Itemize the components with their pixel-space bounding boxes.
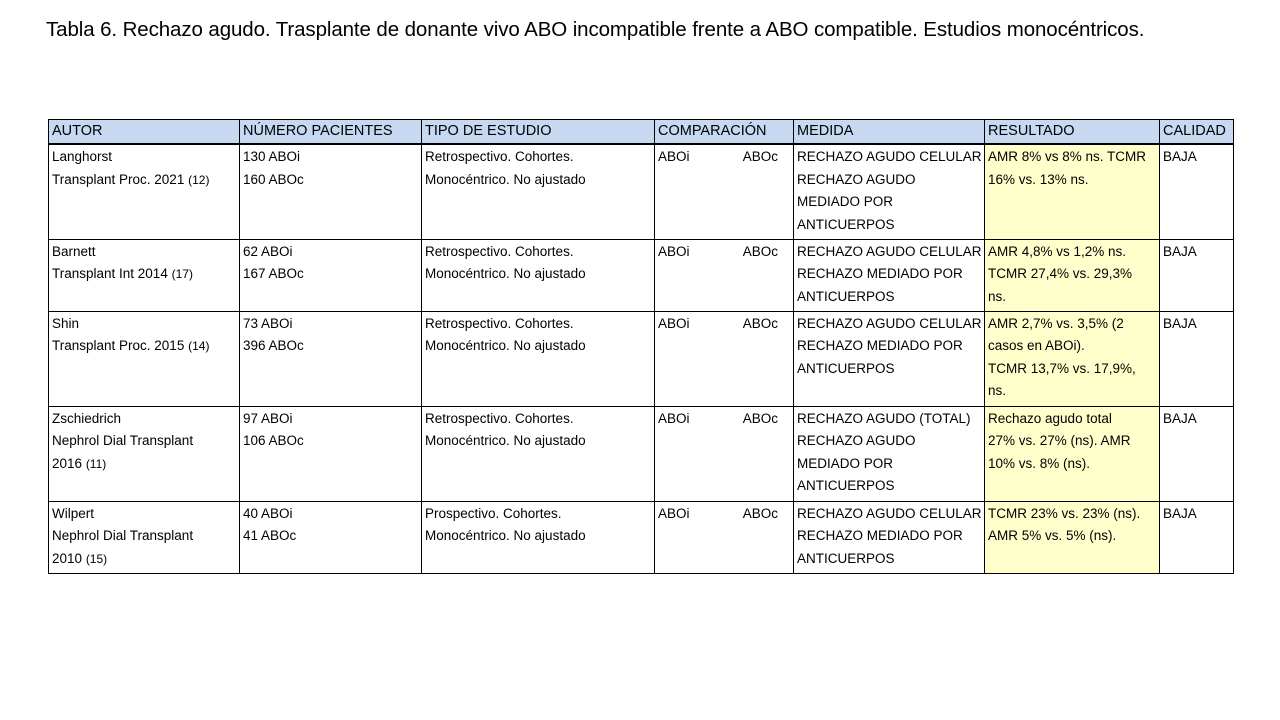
result-line: TCMR 13,7% vs. 17,9%, [988,360,1136,376]
result-line: Rechazo agudo total [988,410,1112,426]
measure-cell [794,144,985,239]
header-study-type: TIPO DE ESTUDIO [422,120,655,145]
journal-line [52,169,236,192]
comparison-aboc: ABOc [742,315,778,331]
quality-cell [1160,311,1234,406]
patients-aboc: 160 ABOc [243,171,304,187]
header-quality: CALIDAD [1160,120,1234,145]
study-type-cell [422,501,655,573]
measure-line: MEDIADO POR [797,194,894,209]
journal-year-line [52,453,236,476]
patients-aboi: 130 ABOi [243,149,301,164]
measure-line: RECHAZO MEDIADO POR [797,338,963,353]
result-line: AMR 2,7% vs. 3,5% (2 [988,315,1124,331]
table-row [49,406,1234,501]
measure-line: MEDIADO POR [797,455,894,471]
header-patients: NÚMERO PACIENTES [240,120,422,145]
study-type-line-2: Monocéntrico. No ajustado [425,528,586,543]
author-cell [49,501,240,573]
study-type-line-1: Retrospectivo. Cohortes. [425,149,574,164]
patients-cell [240,239,422,311]
header-measure: MEDIDA [794,120,985,145]
author-cell [49,406,240,501]
result-cell [985,144,1160,239]
comparison-aboc: ABOc [742,243,778,259]
journal-line [52,335,236,358]
result-line: 27% vs. 27% (ns). AMR [988,433,1131,448]
patients-aboc: 396 ABOc [243,338,304,353]
result-line: 16% vs. 13% ns. [988,171,1089,187]
measure-line: RECHAZO AGUDO CELULAR [797,149,982,164]
study-type-cell [422,239,655,311]
study-type-line-1: Retrospectivo. Cohortes. [425,243,574,259]
measure-line: ANTICUERPOS [797,360,895,376]
table-row [49,144,1234,239]
result-line: TCMR 23% vs. 23% (ns). [988,505,1141,521]
measure-line: RECHAZO MEDIADO POR [797,528,963,543]
comparison-aboi: ABOi [658,243,690,259]
comparison-aboi: ABOi [658,149,690,164]
journal-name: Transplant Proc. 2015 [52,338,185,353]
measure-line: ANTICUERPOS [797,288,895,304]
study-type-line-1: Retrospectivo. Cohortes. [425,410,574,426]
patients-aboi: 97 ABOi [243,410,293,426]
quality-value: BAJA [1163,410,1197,426]
measure-line: ANTICUERPOS [797,216,895,232]
result-line: 10% vs. 8% (ns). [988,455,1091,471]
quality-cell [1160,144,1234,239]
measure-line: RECHAZO MEDIADO POR [797,266,963,281]
results-table [48,119,1234,574]
study-type-line-2: Monocéntrico. No ajustado [425,171,586,187]
author-name: Shin [52,315,80,331]
header-author: AUTOR [49,120,240,145]
comparison-pair [658,241,790,264]
comparison-pair [658,503,790,526]
author-cell [49,239,240,311]
author-name: Barnett [52,243,96,259]
study-type-line-2: Monocéntrico. No ajustado [425,266,586,281]
study-type-cell [422,144,655,239]
header-result: RESULTADO [985,120,1160,145]
reference-number: (11) [85,456,107,471]
measure-line: RECHAZO AGUDO [797,171,916,187]
comparison-aboc: ABOc [742,149,778,164]
author-cell [49,144,240,239]
header-row [49,120,1234,145]
measure-line: RECHAZO AGUDO CELULAR [797,243,982,259]
result-line: TCMR 27,4% vs. 29,3% [988,266,1133,281]
quality-cell [1160,239,1234,311]
study-type-line-2: Monocéntrico. No ajustado [425,338,586,353]
patients-aboc: 41 ABOc [243,528,297,543]
journal-name: Nephrol Dial Transplant [52,528,194,543]
study-type-cell [422,406,655,501]
journal-year: 2010 [52,550,83,566]
comparison-cell [655,406,794,501]
author-name: Zschiedrich [52,410,122,426]
patients-cell [240,406,422,501]
comparison-aboc: ABOc [742,410,778,426]
measure-line: RECHAZO AGUDO (TOTAL) [797,410,971,426]
study-type-line-1: Prospectivo. Cohortes. [425,505,562,521]
patients-aboc: 106 ABOc [243,433,304,448]
measure-line: ANTICUERPOS [797,550,895,566]
result-line: casos en ABOi). [988,338,1085,353]
comparison-pair [658,313,790,336]
journal-line [52,430,236,453]
study-type-line-2: Monocéntrico. No ajustado [425,433,586,448]
quality-value: BAJA [1163,315,1197,331]
measure-cell [794,501,985,573]
patients-cell [240,311,422,406]
reference-number: (12) [188,172,210,187]
comparison-aboc: ABOc [742,505,778,521]
patients-cell [240,144,422,239]
comparison-aboi: ABOi [658,315,690,331]
result-cell [985,239,1160,311]
quality-cell [1160,501,1234,573]
reference-number: (17) [171,267,193,281]
result-cell [985,501,1160,573]
patients-aboi: 73 ABOi [243,315,293,331]
result-line: ns. [988,288,1007,304]
comparison-aboi: ABOi [658,505,690,521]
journal-line [52,525,236,548]
comparison-pair [658,146,790,169]
header-comparison: COMPARACIÓN [655,120,794,145]
journal-year-line [52,548,236,571]
journal-name: Nephrol Dial Transplant [52,433,194,448]
study-type-line-1: Retrospectivo. Cohortes. [425,315,574,331]
page-title: Tabla 6. Rechazo agudo. Trasplante de donante vivo ABO incompatible frente a ABO compatible. Estudios monocéntricos. [46,18,1145,41]
comparison-cell [655,144,794,239]
measure-line: RECHAZO AGUDO CELULAR [797,505,982,521]
table-row [49,239,1234,311]
comparison-aboi: ABOi [658,410,690,426]
quality-value: BAJA [1163,505,1197,521]
measure-line: RECHAZO AGUDO [797,433,916,448]
result-line: AMR 4,8% vs 1,2% ns. [988,243,1127,259]
patients-aboi: 62 ABOi [243,243,293,259]
patients-aboc: 167 ABOc [243,266,304,281]
journal-line [52,263,236,286]
table-row [49,311,1234,406]
author-name: Langhorst [52,149,113,164]
comparison-cell [655,501,794,573]
measure-cell [794,406,985,501]
author-cell [49,311,240,406]
study-type-cell [422,311,655,406]
measure-cell [794,239,985,311]
comparison-cell [655,311,794,406]
result-cell [985,406,1160,501]
result-line: AMR 5% vs. 5% (ns). [988,528,1117,543]
reference-number: (15) [85,551,108,566]
reference-number: (14) [188,339,210,353]
measure-line: RECHAZO AGUDO CELULAR [797,315,982,331]
comparison-cell [655,239,794,311]
journal-name: Transplant Proc. 2021 [52,171,185,187]
quality-value: BAJA [1163,243,1197,259]
result-line: AMR 8% vs 8% ns. TCMR [988,149,1147,164]
quality-value: BAJA [1163,149,1197,164]
journal-name: Transplant Int 2014 [52,266,168,281]
table-row [49,501,1234,573]
author-name: Wilpert [52,505,95,521]
patients-cell [240,501,422,573]
result-line: ns. [988,383,1007,398]
comparison-pair [658,408,790,431]
quality-cell [1160,406,1234,501]
patients-aboi: 40 ABOi [243,505,293,521]
result-cell [985,311,1160,406]
measure-line: ANTICUERPOS [797,478,895,493]
journal-year: 2016 [52,455,83,471]
measure-cell [794,311,985,406]
